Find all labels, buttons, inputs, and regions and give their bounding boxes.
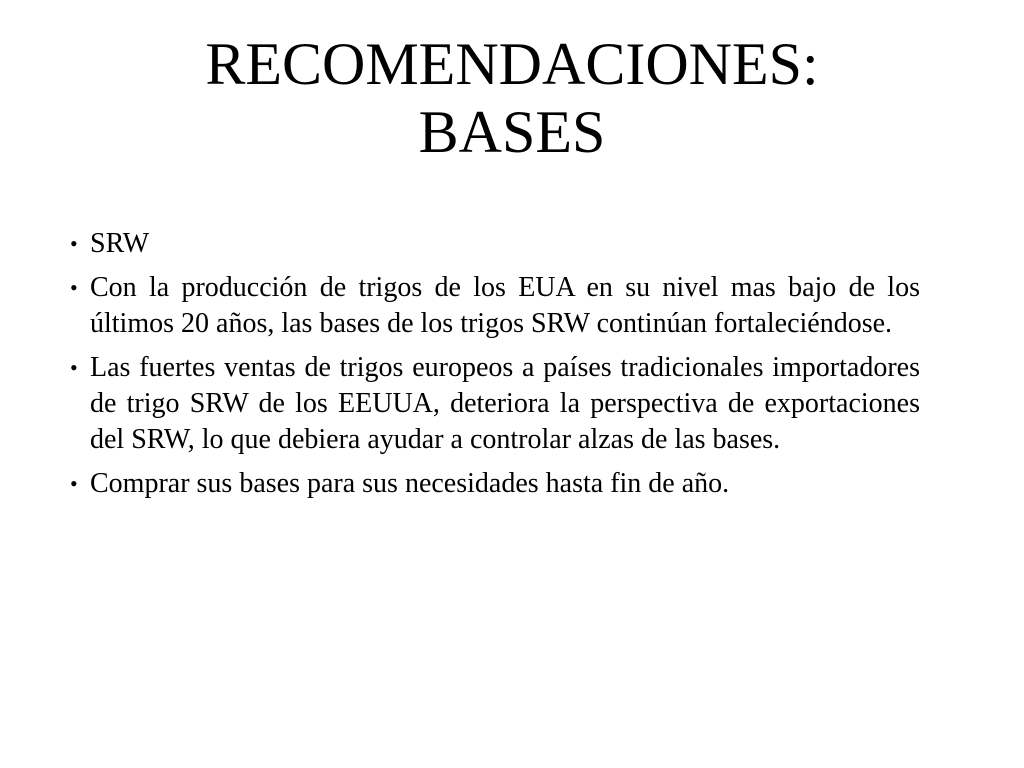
bullet-item-1 [70,226,920,262]
slide-title-line-1: RECOMENDACIONES: [205,31,819,97]
bullet-text-1: SRW [90,228,150,259]
bullet-dot-icon: • [70,471,78,496]
bullet-text-2: Con la producción de trigos de los EUA en su nivel mas bajo de los últimos 20 años, las bases de los trigos SRW continúan fortaleciéndose. [90,272,920,339]
bullet-item-3 [70,350,920,458]
slide-title [0,30,1024,166]
bullet-text-4: Comprar sus bases para sus necesidades hasta fin de año. [90,468,730,499]
bullet-dot-icon: • [70,355,78,380]
bullet-dot-icon: • [70,275,78,300]
bullet-dot-icon: • [70,231,78,256]
bullet-text-3: Las fuertes ventas de trigos europeos a países tradicionales importadores de trigo SRW de los EEUUA, deteriora la perspectiva de exportaciones del SRW, lo que debiera ayudar a controlar alzas de las bases. [90,352,920,455]
bullet-list [70,226,920,510]
slide-title-line-2: BASES [418,99,606,165]
bullet-item-4 [70,466,920,502]
bullet-item-2 [70,270,920,342]
